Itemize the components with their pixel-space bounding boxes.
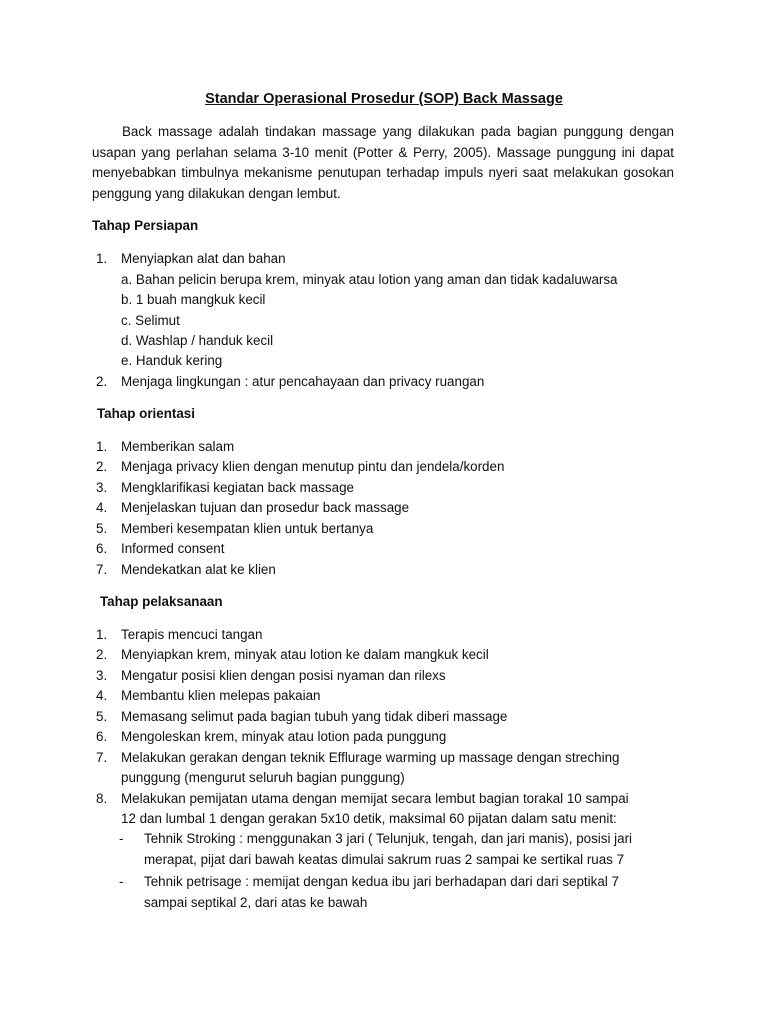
sub-item-text: d. Washlap / handuk kecil — [121, 333, 274, 348]
list-text: Membantu klien melepas pakaian — [121, 688, 321, 703]
dash-bullet: - — [119, 831, 124, 846]
list-number: 4. — [96, 500, 108, 515]
list-text: Mendekatkan alat ke klien — [121, 562, 276, 577]
list-text: Mengatur posisi klien dengan posisi nyaman dan rilexs — [121, 668, 446, 683]
list-text: Melakukan pemijatan utama dengan memijat secara lembut bagian torakal 10 sampai — [121, 791, 629, 806]
list-number: 8. — [96, 791, 108, 806]
list-number: 1. — [96, 627, 108, 642]
list-number: 1. — [96, 251, 108, 266]
list-number: 2. — [96, 647, 108, 662]
bullet-text: Tehnik petrisage : memijat dengan kedua ibu jari berhadapan dari dari septikal 7 — [144, 874, 619, 889]
document-title: Standar Operasional Prosedur (SOP) Back Massage — [205, 91, 563, 107]
list-number: 6. — [96, 541, 108, 556]
list-text-continuation: punggung (mengurut seluruh bagian punggung) — [121, 770, 405, 785]
section-heading-orientasi: Tahap orientasi — [97, 406, 195, 421]
list-text: Menjelaskan tujuan dan prosedur back massage — [121, 500, 410, 515]
list-number: 7. — [96, 562, 108, 577]
intro-paragraph: Back massage adalah tindakan massage yang dilakukan pada bagian punggung dengan usapan yang perlahan selama 3-10 menit (Potter & Perry, 2005). Massage punggung ini dapat menyebabkan timbulnya mekanisme penutupan terhadap impuls nyeri saat melakukan gosokan penggung yang dilakukan dengan lembut. — [92, 124, 674, 201]
list-number: 2. — [96, 459, 108, 474]
list-text: Terapis mencuci tangan — [121, 627, 263, 642]
list-number: 2. — [96, 374, 108, 389]
list-text: Memberi kesempatan klien untuk bertanya — [121, 521, 374, 536]
list-text: Menyiapkan alat dan bahan — [121, 251, 286, 266]
list-number: 5. — [96, 709, 108, 724]
list-number: 5. — [96, 521, 108, 536]
list-text: Informed consent — [121, 541, 225, 556]
list-text: Menyiapkan krem, minyak atau lotion ke dalam mangkuk kecil — [121, 647, 489, 662]
list-number: 6. — [96, 729, 108, 744]
section-heading-persiapan: Tahap Persiapan — [92, 218, 199, 233]
bullet-text: Tehnik Stroking : menggunakan 3 jari ( Telunjuk, tengah, dan jari manis), posisi jari — [144, 831, 633, 846]
list-text: Mengklarifikasi kegiatan back massage — [121, 480, 354, 495]
sub-item-text: c. Selimut — [121, 313, 180, 328]
list-text: Melakukan gerakan dengan teknik Efflurage warming up massage dengan streching — [121, 750, 620, 765]
list-text: Menjaga privacy klien dengan menutup pintu dan jendela/korden — [121, 459, 505, 474]
dash-bullet: - — [119, 874, 124, 889]
sub-item-text: b. 1 buah mangkuk kecil — [121, 292, 266, 307]
list-number: 7. — [96, 750, 108, 765]
list-text: Memasang selimut pada bagian tubuh yang tidak diberi massage — [121, 709, 508, 724]
section-heading-pelaksanaan: Tahap pelaksanaan — [100, 594, 223, 609]
sub-item-text: e. Handuk kering — [121, 353, 223, 368]
list-text: Mengoleskan krem, minyak atau lotion pada punggung — [121, 729, 447, 744]
list-text: Menjaga lingkungan : atur pencahayaan dan privacy ruangan — [121, 374, 485, 389]
list-number: 1. — [96, 439, 108, 454]
sub-item-text: a. Bahan pelicin berupa krem, minyak atau lotion yang aman dan tidak kadaluwarsa — [121, 272, 618, 287]
list-text: Memberikan salam — [121, 439, 235, 454]
bullet-text-continuation: merapat, pijat dari bawah keatas dimulai sakrum ruas 2 sampai ke sertikal ruas 7 — [144, 852, 625, 867]
bullet-text-continuation: sampai septikal 2, dari atas ke bawah — [144, 895, 368, 910]
list-number: 4. — [96, 688, 108, 703]
list-number: 3. — [96, 480, 108, 495]
list-text-continuation: 12 dan lumbal 1 dengan gerakan 5x10 detik, maksimal 60 pijatan dalam satu menit: — [121, 811, 617, 826]
list-number: 3. — [96, 668, 108, 683]
